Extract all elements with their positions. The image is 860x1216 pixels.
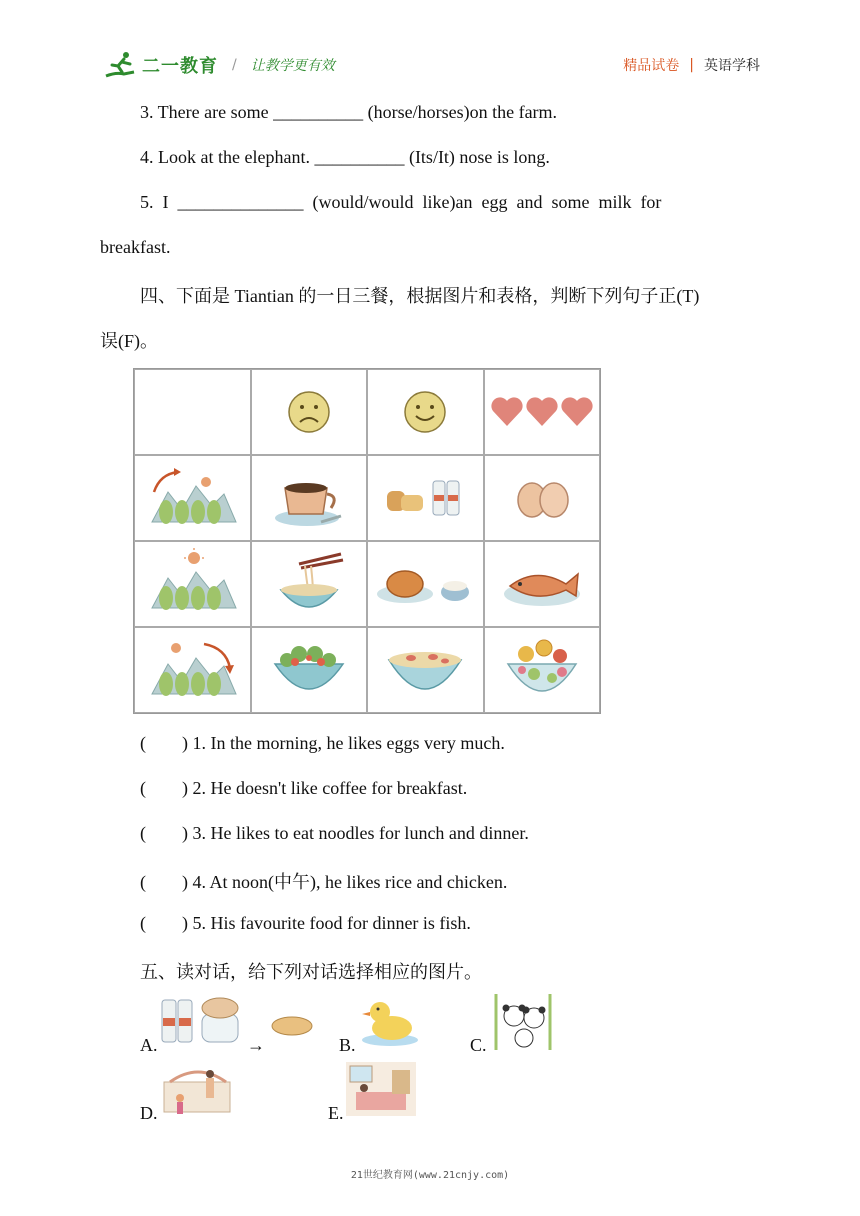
header-right bbox=[623, 55, 760, 75]
option-b-label: B. bbox=[339, 1035, 356, 1055]
question-5: 5. I ______________ (would/would like)an egg and some milk for bbox=[140, 192, 662, 212]
smile-face-icon bbox=[402, 389, 448, 435]
vegetable-salad-icon bbox=[269, 634, 349, 706]
duck-toy-icon bbox=[358, 994, 422, 1048]
table-cell bbox=[251, 369, 368, 455]
morning-scene-icon bbox=[146, 462, 238, 534]
coffee-cup-icon bbox=[269, 466, 349, 530]
brand-name: 二一教育 bbox=[142, 56, 218, 77]
table-cell bbox=[484, 541, 601, 627]
question-4: 4. Look at the elephant. __________ (Its/It) nose is long. bbox=[140, 147, 550, 167]
statement-1: ( ) 1. In the morning, he likes eggs very much. bbox=[140, 733, 505, 753]
table-cell bbox=[367, 455, 484, 541]
noodle-bowl-icon bbox=[383, 640, 467, 700]
noodles-icon bbox=[269, 548, 349, 620]
question-5-cont: breakfast. bbox=[100, 237, 171, 257]
section4-title-cont: 误(F)。 bbox=[100, 331, 158, 351]
pandas-icon bbox=[490, 994, 556, 1050]
subject-label: 英语学科 bbox=[704, 58, 760, 74]
evening-scene-icon bbox=[146, 634, 238, 706]
option-a-label: A. bbox=[140, 1035, 158, 1055]
school-gate-icon bbox=[160, 1062, 236, 1118]
table-cell bbox=[484, 455, 601, 541]
three-hearts-icon bbox=[490, 394, 594, 430]
statement-2: ( ) 2. He doesn't like coffee for breakfast. bbox=[140, 778, 468, 798]
table-cell bbox=[367, 541, 484, 627]
header-brand bbox=[104, 48, 335, 82]
statement-3: ( ) 3. He likes to eat noodles for lunch and dinner. bbox=[140, 823, 529, 843]
bedroom-icon bbox=[346, 1062, 416, 1116]
brand-slogan: 让教学更有效 bbox=[250, 58, 335, 74]
fish-plate-icon bbox=[500, 556, 584, 612]
table-cell-blank bbox=[134, 369, 251, 455]
arrow-label: → bbox=[247, 1035, 265, 1055]
doc-type-label: 精品试卷 bbox=[623, 58, 680, 74]
table-cell bbox=[134, 541, 251, 627]
fruit-salad-icon bbox=[500, 634, 584, 706]
section4-title: 四、下面是 Tiantian 的一日三餐，根据图片和表格，判断下列句子正(T) bbox=[140, 286, 700, 306]
option-e-label: E. bbox=[328, 1103, 344, 1123]
header-divider: | bbox=[689, 57, 694, 73]
runner-logo-icon bbox=[104, 50, 138, 80]
section5-title: 五、读对话，给下列对话选择相应的图片。 bbox=[140, 962, 482, 982]
bread-roll-icon bbox=[270, 1012, 314, 1036]
table-cell bbox=[134, 627, 251, 713]
option-c-label: C. bbox=[470, 1035, 487, 1055]
table-cell bbox=[134, 455, 251, 541]
milk-juice-bread-icon bbox=[160, 994, 246, 1048]
table-cell bbox=[251, 627, 368, 713]
chicken-rice-icon bbox=[375, 560, 475, 608]
table-cell bbox=[251, 455, 368, 541]
noon-scene-icon bbox=[146, 548, 238, 620]
page-footer: 21世纪教育网(www.21cnjy.com) bbox=[350, 1170, 510, 1181]
table-cell bbox=[367, 369, 484, 455]
brand-separator: / bbox=[232, 57, 237, 73]
meals-table bbox=[133, 368, 601, 714]
table-cell bbox=[367, 627, 484, 713]
bread-milk-icon bbox=[383, 471, 467, 525]
option-d-label: D. bbox=[140, 1103, 158, 1123]
question-3: 3. There are some __________ (horse/horses)on the farm. bbox=[140, 102, 558, 122]
statement-5: ( ) 5. His favourite food for dinner is fish. bbox=[140, 913, 471, 933]
sad-face-icon bbox=[286, 389, 332, 435]
table-cell bbox=[484, 627, 601, 713]
table-cell bbox=[484, 369, 601, 455]
table-cell bbox=[251, 541, 368, 627]
statement-4: ( ) 4. At noon(中午), he likes rice and chicken. bbox=[140, 872, 508, 892]
eggs-icon bbox=[510, 474, 574, 522]
